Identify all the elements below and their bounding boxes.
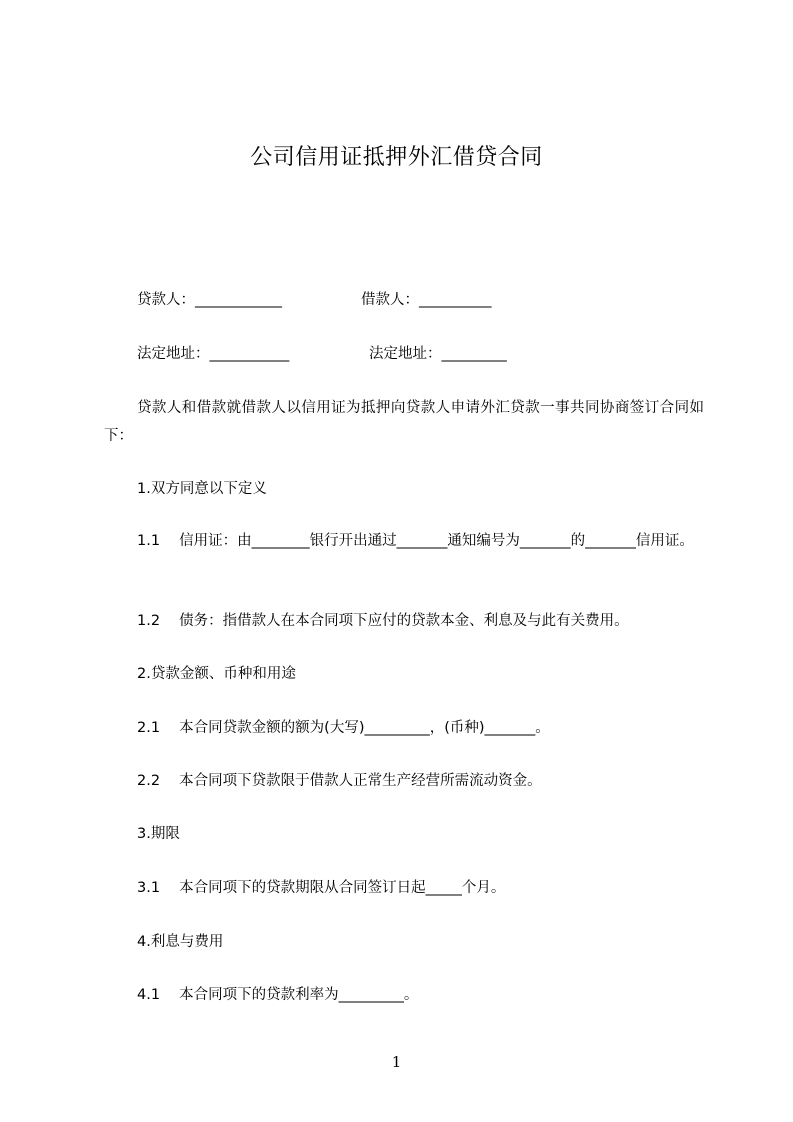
clause-2-1: 2.1 本合同贷款金额的额为(大写)_________，(币种)_______。 [137, 720, 550, 736]
clause-1-1: 1.1 信用证：由________银行开出通过_______通知编号为_______的_______信用证。 [137, 533, 694, 549]
clause-1-2: 1.2 债务：指借款人在本合同项下应付的贷款本金、利息及与此有关费用。 [137, 613, 629, 629]
borrower-field: 借款人：__________ [361, 292, 492, 308]
section-1-heading: 1.双方同意以下定义 [137, 481, 267, 497]
section-2-heading: 2.贷款金额、币种和用途 [137, 666, 296, 682]
section-4-heading: 4.利息与费用 [137, 934, 224, 950]
clause-3-1: 3.1 本合同项下的贷款期限从合同签订日起_____个月。 [137, 880, 506, 896]
page-number: 1 [391, 1053, 402, 1071]
clause-4-1: 4.1 本合同项下的贷款利率为_________。 [137, 987, 419, 1003]
clause-2-2: 2.2 本合同项下贷款限于借款人正常生产经营所需流动资金。 [137, 773, 542, 789]
lender-address-field: 法定地址：___________ [137, 346, 290, 362]
borrower-address-field: 法定地址：_________ [369, 346, 507, 362]
section-3-heading: 3.期限 [137, 826, 180, 842]
document-title: 公司信用证抵押外汇借贷合同 [250, 145, 543, 170]
intro-paragraph: 贷款人和借款就借款人以信用证为抵押向贷款人申请外汇贷款一事共同协商签订合同如下： [104, 400, 704, 444]
lender-field: 贷款人：____________ [137, 292, 282, 308]
